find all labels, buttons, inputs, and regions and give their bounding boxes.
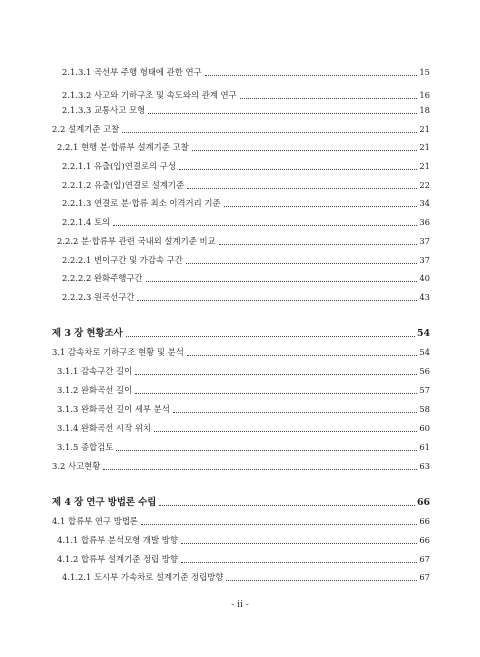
toc-entry[interactable] xyxy=(62,198,430,209)
toc-entry-label: 2.2.2 분·합류부 관련 국내외 설계기준 비교 xyxy=(57,236,216,246)
toc-entry-page: 61 xyxy=(419,442,430,452)
toc-entry[interactable] xyxy=(57,554,430,565)
toc-entry[interactable] xyxy=(62,67,430,78)
toc-entry[interactable] xyxy=(57,404,430,415)
toc-entry-page: 67 xyxy=(419,554,430,564)
leader-dots xyxy=(141,524,417,525)
toc-entry-page: 60 xyxy=(419,423,430,433)
toc-entry[interactable] xyxy=(62,273,430,284)
toc-entry-page: 43 xyxy=(419,292,430,302)
leader-dots xyxy=(159,505,415,506)
toc-entry-label: 2.1.3.3 교통사고 모형 xyxy=(62,105,146,115)
leader-dots xyxy=(103,469,417,470)
toc-entry[interactable] xyxy=(62,90,430,101)
toc-entry[interactable] xyxy=(62,255,430,266)
toc-entry[interactable] xyxy=(52,461,430,472)
toc-entry[interactable] xyxy=(62,292,430,303)
toc-entry-page: 21 xyxy=(419,161,430,171)
toc-entry-page: 22 xyxy=(419,180,430,190)
toc-entry-label: 2.2.2.1 변이구간 및 가감속 구간 xyxy=(62,255,183,265)
toc-entry[interactable] xyxy=(57,236,430,247)
toc-entry-label: 2.2.2.2 완화주행구간 xyxy=(62,273,143,283)
toc-entry-page: 36 xyxy=(419,217,430,227)
toc-entry-label: 3.1.2 완화곡선 길이 xyxy=(57,385,133,395)
leader-dots xyxy=(126,336,415,337)
toc-entry-page: 67 xyxy=(419,572,430,582)
toc-entry-page: 18 xyxy=(419,105,430,115)
toc-entry-page: 66 xyxy=(416,497,430,508)
leader-dots xyxy=(186,263,417,264)
toc-entry[interactable] xyxy=(52,124,430,135)
toc-entry-page: 40 xyxy=(419,273,430,283)
leader-dots xyxy=(135,374,417,375)
toc-entry[interactable] xyxy=(57,142,430,153)
toc-entry[interactable] xyxy=(57,423,430,434)
leader-dots xyxy=(146,281,418,282)
toc-entry-page: 58 xyxy=(419,404,430,414)
toc-entry-page: 63 xyxy=(419,461,430,471)
leader-dots xyxy=(181,543,417,544)
leader-dots xyxy=(192,150,418,151)
toc-entry-label: 3.1.3 완화곡선 길이 세부 분석 xyxy=(57,404,170,414)
leader-dots xyxy=(148,113,417,114)
leader-dots xyxy=(179,169,417,170)
toc-entry-label: 2.2.1.2 유출(입)연결로 설계기준 xyxy=(62,180,185,190)
toc-entry-page: 56 xyxy=(419,366,430,376)
toc-entry-page: 37 xyxy=(419,255,430,265)
toc-entry-page: 34 xyxy=(419,198,430,208)
toc-entry-page: 21 xyxy=(419,124,430,134)
toc-entry-page: 54 xyxy=(416,328,430,339)
toc-entry-label: 2.2.1.1 유출(입)연결로의 구성 xyxy=(62,161,176,171)
leader-dots xyxy=(154,431,417,432)
toc-entry-label: 4.1.2.1 도시부 가속차로 설계기준 정립방향 xyxy=(62,572,224,582)
leader-dots xyxy=(137,300,417,301)
toc-entry[interactable] xyxy=(62,180,430,191)
toc-entry-label: 2.1.3.1 곡선부 주행 형태에 관한 연구 xyxy=(62,67,202,77)
toc-entry[interactable] xyxy=(57,385,430,396)
toc-entry[interactable] xyxy=(57,442,430,453)
toc-entry-label: 2.2.1.4 토의 xyxy=(62,217,111,227)
toc-entry-label: 제 4 장 연구 방법론 수립 xyxy=(52,497,157,508)
toc-entry[interactable] xyxy=(62,217,430,228)
leader-dots xyxy=(205,75,418,76)
toc-entry-label: 3.1.5 종합검토 xyxy=(57,442,114,452)
toc-entry-label: 4.1.1 합류부 분석모형 개발 방향 xyxy=(57,535,178,545)
toc-entry-page: 54 xyxy=(419,347,430,357)
toc-chapter-entry[interactable] xyxy=(52,497,430,508)
leader-dots xyxy=(113,225,417,226)
toc-entry-label: 3.1.1 감속구간 길이 xyxy=(57,366,133,376)
toc-entry-page: 37 xyxy=(419,236,430,246)
leader-dots xyxy=(240,98,418,99)
toc-entry[interactable] xyxy=(52,347,430,358)
toc-entry[interactable] xyxy=(62,105,430,116)
leader-dots xyxy=(116,450,417,451)
toc-entry-label: 2.1.3.2 사고와 기하구조 및 속도와의 관계 연구 xyxy=(62,90,237,100)
leader-dots xyxy=(181,562,417,563)
toc-entry-label: 제 3 장 현황조사 xyxy=(52,328,123,339)
toc-entry-page: 66 xyxy=(419,516,430,526)
leader-dots xyxy=(226,580,417,581)
toc-entry-label: 4.1.2 합류부 설계기준 정립 방향 xyxy=(57,554,178,564)
toc-chapter-entry[interactable] xyxy=(52,328,430,339)
leader-dots xyxy=(187,355,418,356)
toc-entry-label: 4.1 합류부 연구 방법론 xyxy=(52,516,139,526)
toc-entry[interactable] xyxy=(62,572,430,583)
toc-entry-page: 57 xyxy=(419,385,430,395)
toc-entry[interactable] xyxy=(62,161,430,172)
page-number-footer: - ii - xyxy=(231,600,249,610)
toc-entry-label: 3.1 감속차로 기하구조 현황 및 분석 xyxy=(52,347,184,357)
toc-entry-page: 15 xyxy=(419,67,430,77)
leader-dots xyxy=(224,206,418,207)
leader-dots xyxy=(122,132,417,133)
toc-entry-label: 3.2 사고현황 xyxy=(52,461,101,471)
toc-entry-label: 2.2.1.3 연결로 분·합류 최소 이격거리 기준 xyxy=(62,198,221,208)
toc-entry-label: 2.2.2.3 원곡선구간 xyxy=(62,292,135,302)
toc-entry-label: 2.2 설계기준 고찰 xyxy=(52,124,120,134)
leader-dots xyxy=(173,412,417,413)
leader-dots xyxy=(135,393,417,394)
toc-entry-label: 2.2.1 현행 분·합류부 설계기준 고찰 xyxy=(57,142,189,152)
leader-dots xyxy=(219,244,418,245)
toc-entry-page: 16 xyxy=(419,90,430,100)
toc-entry-page: 66 xyxy=(419,535,430,545)
toc-entry[interactable] xyxy=(52,516,430,527)
toc-entry-label: 3.1.4 완화곡선 시작 위치 xyxy=(57,423,152,433)
toc-entry[interactable] xyxy=(57,535,430,546)
leader-dots xyxy=(187,188,417,189)
toc-entry[interactable] xyxy=(57,366,430,377)
toc-entry-page: 21 xyxy=(419,142,430,152)
